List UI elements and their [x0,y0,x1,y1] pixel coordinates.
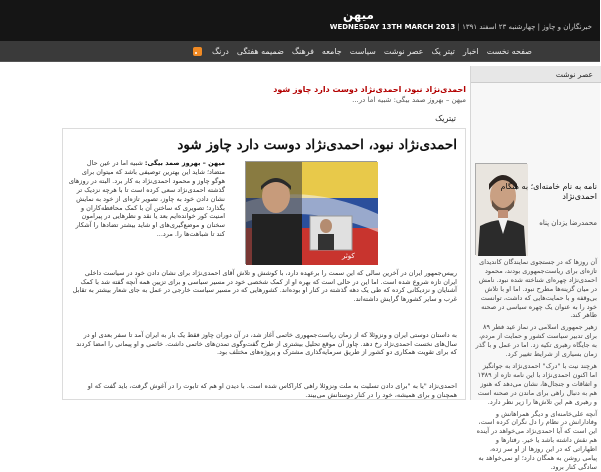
nav-item-home[interactable]: صفحه نخست [486,47,532,56]
post-image [245,161,377,264]
sidebar-post-title[interactable]: نامه به نام خامنه‌ای؛ به هنگام احمدی‌نژاد [500,182,597,201]
sidebar-paragraph-1: آن روزها که در جستجوی نمایندگان کاندیدای تازه‌ای برای ریاست‌جمهوری بودند، محمود احمدی‌نژاد چهره‌ای شناخته شده نبود. نامش در میان گزینه‌ها مطرح نبود. اما او با تلاش بی‌وقفه و با حمایت‌هایی که داشت، توانست خود را به عنوان یک چهره سیاسی در صحنه ظاهر کند. [478,258,597,320]
post-paragraph-3: به داستان دوستی ایران و ونزوئلا که از زمان ریاست‌جمهوری خاتمی آغاز شد، در آن دوران چاوز فقط یک بار به ایران آمد تا سفر بعدی او در سال‌های نخست احمدی‌نژاد رخ دهد. چاوز آن موقع تحلیل بیشتری از طرح گفت‌وگوی تمدن‌های خاتمی داشت. خاتمی و او پیمانی را امضا کردند که برای تقویت همکاری دو کشور از طریق سرمایه‌گذاری مشترک و پروژه‌های مختلف بود. [76,331,457,357]
author-avatar [475,163,527,255]
tagline-separator: | [455,23,460,31]
site-tagline [330,23,592,31]
sidebar-text [475,258,597,471]
breadcrumb-subtitle: میهن – بهروز صمد بیگی: شبیه اما در... [352,96,466,104]
sidebar-paragraph-2: زهیر جمهوری اسلامی در نماز عید فطر ۸۹ برای تدبیر سیاست کشور و حمایت از مردم، به جایگاه رهبری تکیه زد. اما در عمل و با گذر زمان بسیاری از شرایط تغییر کرد. [475,323,597,359]
category-label[interactable]: تیتریک [435,114,456,123]
breadcrumb-title[interactable]: احمدی‌نژاد نبود، احمدی‌نژاد دوست دارد چاوز شود [273,85,466,94]
nav-item-politics[interactable]: سیاست [349,47,376,56]
post-lead-text: شبیه اما در عین حال متضاد؛ شاید این بهترین توصیفی باشد که میتوان برای هوگو چاوز و محمود احمدی‌نژاد به کار برد. البته در روزهای گذشته احمدی‌نژاد سعی کرده است تا با هرچه نزدیک تر نشان دادن خود به چاوز، تصویر تازه‌ای از خود به نمایش بگذارد؛ تصویری که ساختن آن با کمک محافظه‌کاران و امنیت کور خوانده‌ایم بعد یا نقد و نظرهایی در پیرامون سخنان و موضع‌گیری‌های او شاید بیشتر تضادها را آشکار کند تا شباهت‌ها را. مرد... [68,159,225,239]
post-title[interactable]: احمدی‌نژاد نبود، احمدی‌نژاد دوست دارد چاوز شود [177,137,457,153]
nav-item-culture[interactable]: فرهنگ [291,47,314,56]
sidebar-author: محمدرضا یزدان پناه [539,219,597,227]
site-title[interactable]: میهن [342,8,374,22]
svg-text:کوثر: کوثر [342,252,355,260]
post-box [62,128,466,400]
post-image-graphic [246,162,378,265]
nav-item-news[interactable]: اخبار [462,47,479,56]
tagline-date: WEDNESDAY 13TH MARCH 2013 [329,23,456,31]
post-paragraph-2: رییس‌جمهور ایران در آخرین سالی که این سمت را برعهده دارد، با کوشش و تلاش آقای احمدی‌نژاد برای نشان دادن خود در سیاست داخلی ایران تازه شروع شده است. اما این در حالی است که بهره او از کمک شخصی خود در مسیر سیاسی و برای تزیین همه آنچه گفته شد با کمک آشنایان و نزدیکانی کرده که طی یک دهه گذشته در کنار او بوده‌اند. کشورهایی که در مسیر سیاست خارجی در عمل به جای شعار بیشتر به تقابل غرب و سایر کشورها گرایش داشته‌اند. [72,269,457,304]
sidebar-title[interactable]: عصر نوشت [555,70,593,79]
nav-item-darang[interactable]: درنگ [212,47,229,56]
nav-item-headline[interactable]: تیتر یک [431,47,455,56]
nav-items [208,41,536,62]
post-paragraph-4: احمدی‌نژاد "یا به "برای دادن تسلیت به ملت ونزوئلا راهی کاراکاس شده است. با دیدن او هم که تابوت را در آغوش گرفت، باید گفت که او همچنان و برای همیشه، خود را در کنار دوستانش می‌بیند. [87,382,457,399]
nav-item-asr-nevesht[interactable]: عصر نوشت [383,47,424,56]
post-lead-paragraph [67,159,225,262]
nav-item-society[interactable]: جامعه [321,47,342,56]
tagline-text: خبرنگاران و چاوز | چهارشنبه ۲۳ اسفند ۱۳۹۱ [462,23,592,31]
main-nav [0,41,600,62]
main-content [62,74,466,400]
sidebar-header [471,66,601,83]
nav-item-weekly[interactable]: ضمیمه هفتگی [236,47,284,56]
sidebar-paragraph-4: آنچه علی‌خامنه‌ای و دیگر همراهانش و وفادارانش در نظام را دل نگران کرده است، این است که آیا احمدی‌نژاد می‌خواهد در آینده هم نقش داشته باشد یا خیر. رفتارها و اظهاراتی که در این روزها از او سر زده، پیامی روشن به همگان دارد؛ او نمی‌خواهد به سادگی کنار برود. [476,409,597,471]
rss-icon[interactable] [193,47,202,56]
site-header [0,0,600,41]
sidebar [470,66,600,471]
sidebar-paragraph-3: هرچند نیت با "درک" احمدی‌نژاد به جوانگیز اما اکنون احمدی‌نژاد با این نامه تازه از ۱۳۸۹ و اتفاقات و جنجال‌ها، نشان می‌دهد که هنوز هم به دنبال راهی برای ماندن در صحنه است و رهبری هم این تلاش‌ها را زیر نظر دارد. [477,361,597,406]
post-lead-author: میهن – بهروز صمد بیگی: [144,159,225,167]
author-avatar-graphic [476,164,528,256]
